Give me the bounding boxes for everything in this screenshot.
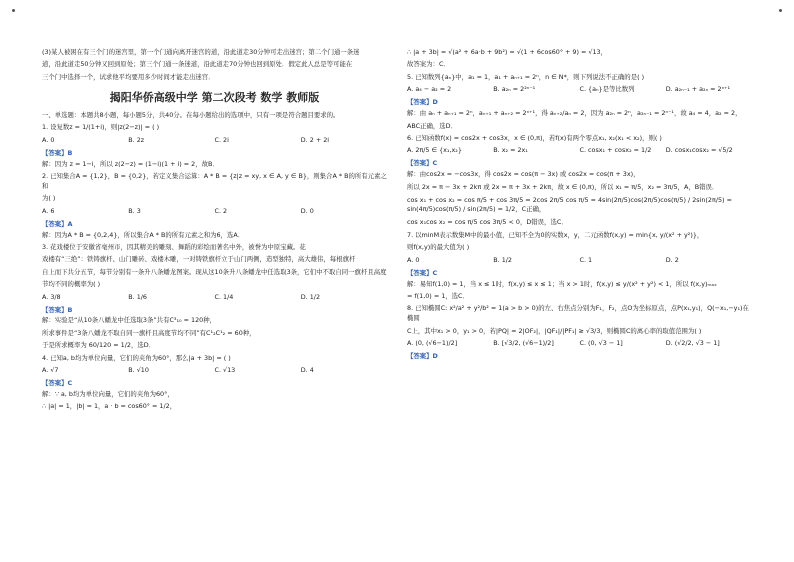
question-7-cont: 则f(x,y)的最大值为( ) xyxy=(407,243,470,252)
question-1-options xyxy=(42,136,387,146)
question-6-options xyxy=(407,146,752,156)
question-3: 节均不同的概率为( ) xyxy=(42,280,101,289)
solution: 所求事件是“3条八蟠龙不取自同一旗杆且高度节均不同”有C¹₂C¹₂ = 60种， xyxy=(42,328,256,337)
solution: 解：因为A * B = {0,2,4}，所以集合A * B的所有元素之和为6，选A． xyxy=(42,230,245,239)
option: D. 2 xyxy=(665,255,679,264)
section-heading: 一、单选题：本题共8小题，每小题5分，共40分。在每小题给出的选项中，只有一项是符合题目要求的。 xyxy=(42,110,340,119)
option: C. (0, √3 − 1] xyxy=(579,339,623,348)
option: D. cosx₁cosx₂ = √5/2 xyxy=(665,146,733,155)
option: C. 2i xyxy=(214,135,229,144)
solution: = f(1,0) = 1，选C． xyxy=(407,291,469,300)
intro-line: (3)某人被困在有三个门的迷宫里，第一个门通向离开迷宫的道，沿此道走30分钟可走出迷宫；第二个门通一条迷 xyxy=(42,48,360,56)
question-3: 自上而下共分五节，每节分别有一条升八条蟠龙图案。现从这10条升八条蟠龙中任选取3条，它们中不取自同一旗杆且高度 xyxy=(42,267,387,276)
option: D. 0 xyxy=(300,206,314,215)
option: D. 1/2 xyxy=(300,292,321,301)
question-3: 戏楼有“三绝”：铁铸旗杆、山门雕砖、戏楼木雕，一对铸铁旗杆立于山门两侧，造型独特，高大雄伟，每根旗杆 xyxy=(42,255,356,264)
question-6: 6. 已知函数f(x) = cos2x + cos3x，x ∈ (0,π)，若f(x)有两个零点x₁, x₂(x₁ < x₂)，则( ) xyxy=(407,133,662,142)
question-7-options xyxy=(407,256,752,266)
right-column xyxy=(407,48,752,363)
solution: 于是所求概率为 60/120 = 1/2，选D． xyxy=(42,341,156,350)
question-8-options xyxy=(407,339,752,349)
option: D. a₂ₙ₋₁ + a₂ₙ = 2ⁿ⁺¹ xyxy=(665,85,731,94)
page-corner-marker xyxy=(779,9,782,12)
question-8: C上，其中x₁ > 0，y₁ > 0，若|PQ| = 2|OF₂|，|QF₁|/|PF₁| ≥ √3/3，则椭圆C的离心率的取值范围为( ) xyxy=(407,326,702,335)
option: C. 1 xyxy=(579,255,593,264)
option: B. √10 xyxy=(128,366,149,375)
question-3-options xyxy=(42,293,387,303)
option: D. 2 + 2i xyxy=(300,135,330,144)
option: D. 4 xyxy=(300,366,314,375)
option: A. a₄ − a₂ = 2 xyxy=(407,85,452,94)
answer-label: 【答案】D xyxy=(407,98,438,107)
answer-label: 【答案】C xyxy=(407,159,438,168)
option: C. {aₙ}是等比数列 xyxy=(579,85,635,94)
solution: 解：由cos2x = −cos3x，得 cos2x = cos(π − 3x) 或 cos2x = cos(π + 3x)， xyxy=(407,170,640,179)
option: B. 1/2 xyxy=(493,255,512,264)
solution: 所以 2x = π − 3x + 2kπ 或 2x = π + 3x + 2kπ，故 x ∈ (0,π)，所以 x₁ = π/5，x₂ = 3π/5，A，B错误． xyxy=(407,182,719,191)
question-2-cont: 为( ) xyxy=(42,194,56,203)
solution: 解：实验是“从10条八蟠龙中任选取3条”共有C³₁₀ = 120种， xyxy=(42,316,217,325)
solution: cos x₁cos x₂ = cos π/5 cos 3π/5 < 0，D错误，选C． xyxy=(407,218,568,227)
option: C. 2 xyxy=(214,206,228,215)
question-5: 5. 已知数列{aₙ}中，a₁ = 1，a₁ + aₙ₊₁ = 2ⁿ，n ∈ N*，则下列说法不正确的是( ) xyxy=(407,72,645,81)
solution: 故答案为：C． xyxy=(407,60,450,69)
option: B. 1/6 xyxy=(128,292,147,301)
solution: ABC正确，选D． xyxy=(407,121,457,130)
option: B. a₂ₙ = 2²ⁿ⁻¹ xyxy=(493,85,536,94)
option: A. 0 xyxy=(407,255,420,264)
answer-label: 【答案】D xyxy=(407,352,438,361)
left-column xyxy=(42,48,387,415)
solution: 解：易知f(1,0) = 1，当 x ≤ 1时，f(x,y) ≤ x ≤ 1；当 x > 1时，f(x,y) ≤ y/(x² + y²) < 1，所以 f(x,y)ₘₐₓ xyxy=(407,279,717,288)
intro-line: 三个门中选择一个，试求他平均要用多少时间才能走出迷宫． xyxy=(42,72,215,81)
intro-line: 道，沿此道走50分钟又回到原处；第三个门通一条迷道，沿此道走70分钟也回到原处．假定此人总是等可能在 xyxy=(42,60,353,69)
solution: 解：因为 z = 1−i，所以 z(2−z) = (1−i)(1 + i) = 2，故B． xyxy=(42,159,219,168)
question-7: 7. 以minM表示数集M中的最小值，已知不全为0的实数x，y，二元函数f(x,y) = min{x, y/(x² + y²)}， xyxy=(407,230,704,239)
option: B. 2z xyxy=(128,135,145,144)
answer-label: 【答案】B xyxy=(42,148,73,157)
question-4-options xyxy=(42,366,387,376)
answer-label: 【答案】A xyxy=(42,219,73,228)
option: A. 2π/5 ∈ {x₁,x₂} xyxy=(407,146,462,155)
answer-label: 【答案】C xyxy=(407,268,438,277)
solution: 解：由 aₙ + aₙ₊₁ = 2ⁿ，aₙ₊₁ + aₙ₊₂ = 2ⁿ⁺¹，得 aₙ₊₂/aₙ = 2，因为 a₂ₙ = 2ⁿ，a₂ₙ₋₁ = 2ⁿ⁻¹，故 a₄ = 4，a₂ = 2， xyxy=(407,109,742,118)
question-2: 2. 已知集合A = {1,2}，B = {0,2}，若定义集合运算：A * B = {z|z = xy, x ∈ A, y ∈ B}，则集合A * B的所有元素之和 xyxy=(42,171,387,190)
option: B. [√3/2, (√6−1)/2] xyxy=(493,339,554,348)
option: A. 3/8 xyxy=(42,292,61,301)
question-3: 3. 花戏楼位于安徽省亳州市，因其精美的雕刻、舞蹈的彩绘而著名中外，被誉为中原宝藏。花 xyxy=(42,242,306,251)
option: A. (0, (√6−1)/2] xyxy=(407,339,458,348)
solution-formula: cos x₁ + cos x₂ = cos π/5 + cos 3π/5 = 2cos 2π/5 cos π/5 = 4sin(2π/5)cos(2π/5)cos(π/5) / 2sin(2π/5) = sin(4π/5)cos(π/5) / sin(2π/5) = 1/2，C正确， xyxy=(407,195,732,214)
option: D. (√2/2, √3 − 1] xyxy=(665,339,720,348)
question-8: 8. 已知椭圆C: x²/a² + y²/b² = 1(a > b > 0)的左、右焦点分别为F₁，F₂，点O为坐标原点，点P(x₁,y₁)，Q(−x₁,−y₁)在椭圆 xyxy=(407,304,749,323)
option: B. x₂ = 2x₁ xyxy=(493,146,528,155)
page-corner-marker xyxy=(12,9,15,12)
question-1: 1. 设复数z = 1/(1+i)，则|z(2−z)| = ( ) xyxy=(42,123,160,132)
option: C. cosx₁ + cosx₂ = 1/2 xyxy=(579,146,652,155)
solution: ∴ |a + 3b| = √(a² + 6a·b + 9b²) = √(1 + 6cos60° + 9) = √13， xyxy=(407,48,608,56)
question-4: 4. 已知a, b均为单位向量，它们的夹角为60°，那么|a + 3b| = ( ) xyxy=(42,353,231,362)
answer-label: 【答案】C xyxy=(42,379,73,388)
question-5-options xyxy=(407,85,752,95)
option: B. 3 xyxy=(128,206,141,215)
option: A. √7 xyxy=(42,366,59,375)
option: C. 1/4 xyxy=(214,292,234,301)
solution: 解：∵ a, b均为单位向量，它们的夹角为60°， xyxy=(42,390,174,399)
answer-label: 【答案】B xyxy=(42,305,73,314)
exam-title: 揭阳华侨高级中学 第二次段考 数学 教师版 xyxy=(109,90,320,104)
option: C. √13 xyxy=(214,366,236,375)
option: A. 6 xyxy=(42,206,55,215)
option: A. 0 xyxy=(42,135,55,144)
question-2-options xyxy=(42,207,387,217)
solution: ∴ |a| = 1，|b| = 1，a · b = cos60° = 1/2， xyxy=(42,402,177,411)
